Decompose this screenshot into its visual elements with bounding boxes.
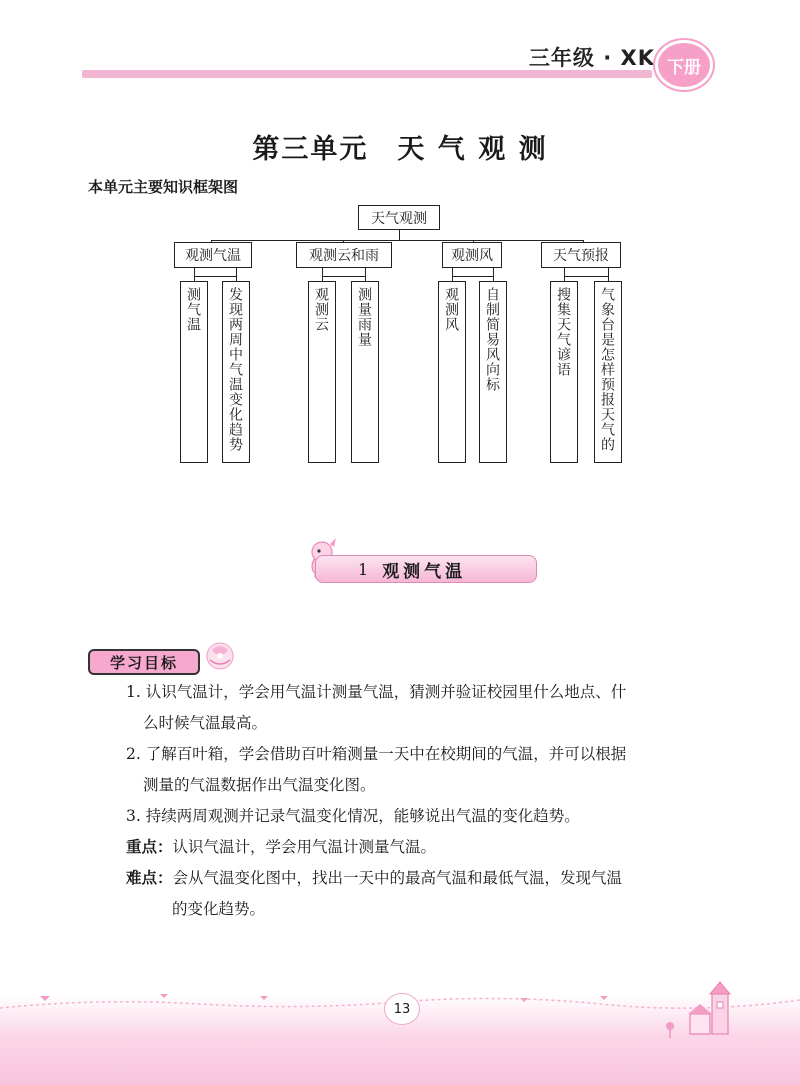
difficulty [126,868,622,888]
diagram-leaf: 气象台是怎样预报天气的 [594,281,622,463]
connector [564,268,565,281]
diagram-leaf: 测量雨量 [351,281,379,463]
objective-item-1-line1: 1. 认识气温计，学会用气温计测量气温，猜测并验证校园里什么地点、什 [126,683,627,701]
lesson-title: 观测气温 [382,561,467,582]
diagram-root: 天气观测 [358,205,440,230]
connector [452,268,453,281]
objective-item-1-line2: 么时候气温最高。 [143,714,268,732]
connector [365,268,366,281]
connector [493,268,494,281]
grade-label: 三年级 · XK [528,46,655,70]
flower-icon [200,638,240,674]
connector [211,240,584,241]
branch-label: 观测气温 [174,242,252,268]
branch-label: 天气预报 [541,242,621,268]
lesson-number: 1 [358,559,369,579]
connector [452,276,494,277]
diagram-leaf: 观测云 [308,281,336,463]
objectives-tag: 学习目标 [88,649,200,675]
connector [322,276,366,277]
diagram-subtitle: 本单元主要知识框架图 [88,178,239,196]
connector [322,268,323,281]
connector [194,276,237,277]
connector [564,276,609,277]
connector [236,268,237,281]
difficulty-label: 难点： [126,869,173,887]
objective-item-3-line1: 3. 持续两周观测并记录气温变化情况，能够说出气温的变化趋势。 [126,807,580,825]
lesson-banner [315,555,537,583]
branch-label: 观测风 [442,242,502,268]
page-number: 13 [384,993,420,1025]
key-point-text: 认识气温计，学会用气温计测量气温。 [172,838,437,856]
diagram-leaf: 自制简易风向标 [479,281,507,463]
diagram-leaf: 发现两周中气温变化趋势 [222,281,250,463]
diagram-leaf: 观测风 [438,281,466,463]
difficulty-line2: 的变化趋势。 [172,900,266,918]
volume-badge: 下册 [655,40,713,90]
key-point [126,837,436,857]
connector [194,268,195,281]
key-point-label: 重点： [126,838,173,856]
branch-label: 观测云和雨 [296,242,392,268]
objective-item-2-line1: 2. 了解百叶箱，学会借助百叶箱测量一天中在校期间的气温，并可以根据 [126,745,627,763]
unit-title: 第三单元 天 气 观 测 [252,134,548,165]
lighthouse-house-icon [660,980,740,1040]
diagram-leaf: 搜集天气谚语 [550,281,578,463]
objective-item-2-line2: 测量的气温数据作出气温变化图。 [143,776,376,794]
difficulty-text: 会从气温变化图中，找出一天中的最高气温和最低气温，发现气温 [172,869,623,887]
diagram-leaf: 测气温 [180,281,208,463]
connector [608,268,609,281]
